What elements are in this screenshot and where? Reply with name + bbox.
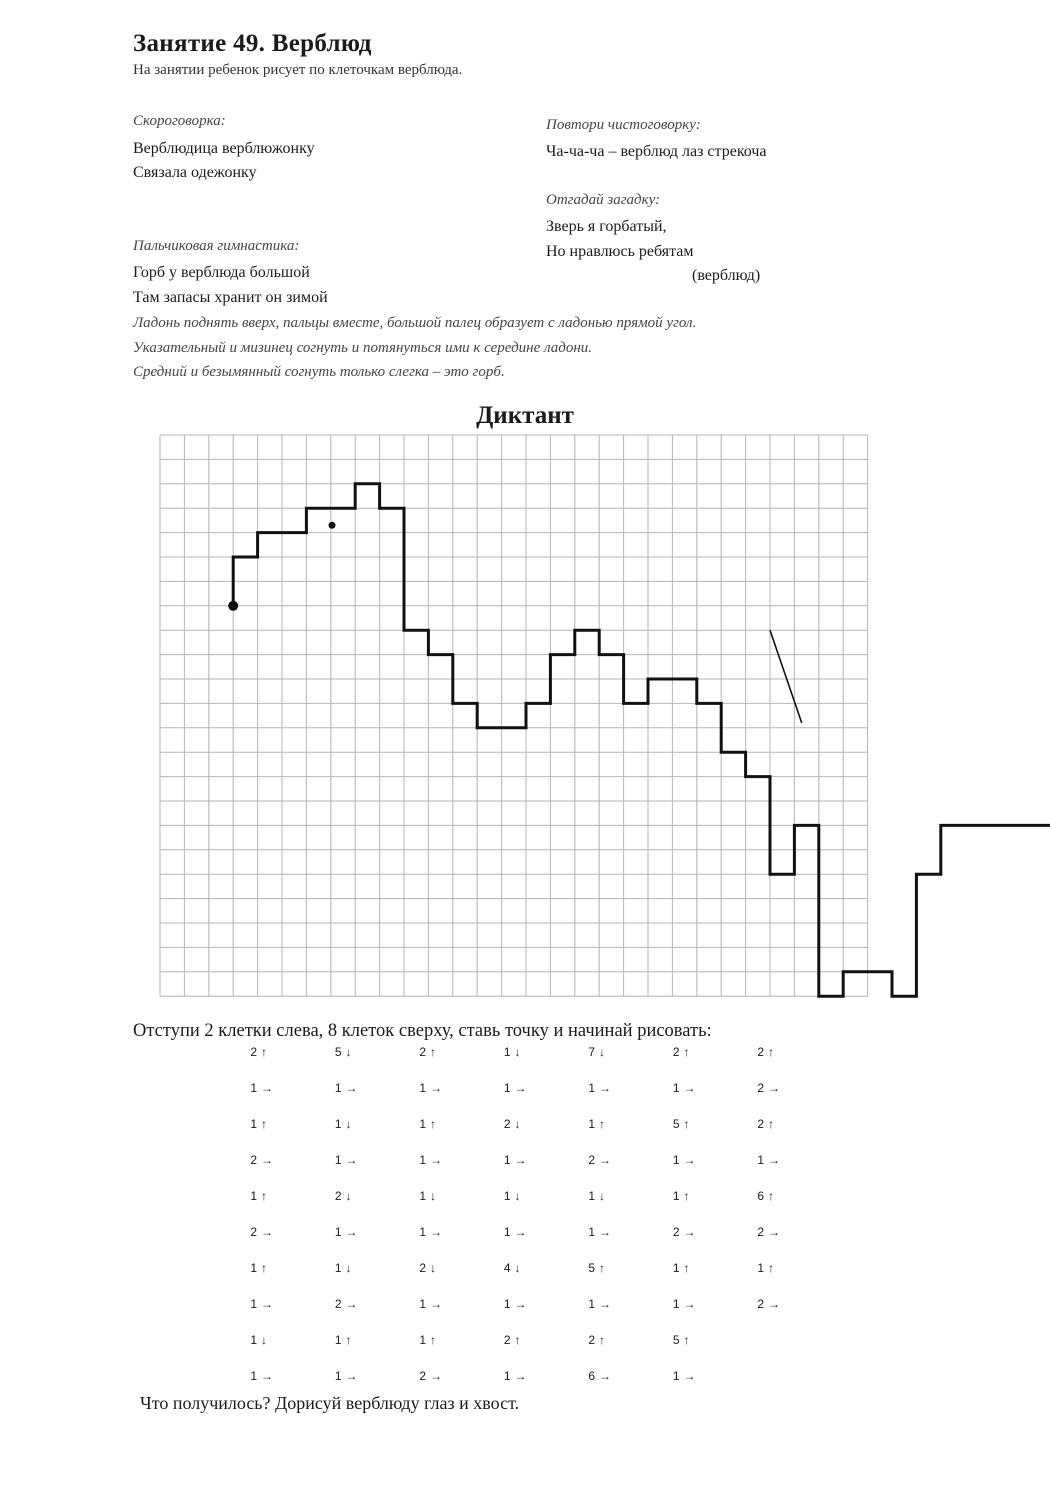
arrow-right-icon: → <box>683 1297 696 1311</box>
step-count: 1 <box>419 1225 426 1239</box>
arrow-right-icon: → <box>683 1081 696 1095</box>
arrow-right-icon: → <box>345 1081 358 1095</box>
step-count: 1 <box>334 1369 342 1383</box>
arrow-down-icon: ↓ <box>345 1045 352 1059</box>
step-count: 6 <box>757 1189 764 1203</box>
step-count: 1 <box>503 1225 511 1239</box>
arrow-right-icon: → <box>599 1081 611 1095</box>
dictation-step <box>752 1225 780 1239</box>
dictation-step <box>499 1153 527 1167</box>
arrow-right-icon: → <box>514 1225 527 1239</box>
dictation-step <box>668 1369 696 1383</box>
arrow-up-icon: ↑ <box>683 1117 690 1131</box>
step-count: 1 <box>250 1369 257 1383</box>
dictation-step <box>499 1117 521 1131</box>
step-count: 2 <box>757 1045 764 1059</box>
step-count: 1 <box>757 1153 764 1167</box>
dictation-step <box>330 1333 352 1347</box>
dictation-step <box>245 1297 273 1311</box>
arrow-up-icon: ↑ <box>599 1117 605 1131</box>
dictation-step <box>499 1081 527 1095</box>
step-count: 1 <box>503 1189 511 1203</box>
step-count: 1 <box>672 1369 680 1383</box>
step-count: 1 <box>503 1297 511 1311</box>
arrow-down-icon: ↓ <box>430 1189 436 1203</box>
step-count: 1 <box>419 1333 426 1347</box>
arrow-right-icon: → <box>768 1081 780 1095</box>
arrow-right-icon: → <box>514 1297 527 1311</box>
tongue-twister-line: Связала одежонку <box>133 164 257 181</box>
arrow-up-icon: ↑ <box>768 1117 774 1131</box>
step-count: 1 <box>672 1081 680 1095</box>
step-count: 1 <box>672 1261 680 1275</box>
arrow-right-icon: → <box>599 1153 611 1167</box>
step-count: 1 <box>419 1081 426 1095</box>
arrow-right-icon: → <box>261 1081 273 1095</box>
step-count: 2 <box>250 1153 257 1167</box>
dictation-step <box>245 1081 273 1095</box>
dictation-step <box>752 1297 780 1311</box>
step-count: 2 <box>250 1045 257 1059</box>
step-count: 2 <box>588 1333 595 1347</box>
riddle-line: Зверь я горбатый, <box>546 218 667 235</box>
dictation-step <box>752 1261 774 1275</box>
arrow-right-icon: → <box>683 1225 696 1239</box>
step-count: 1 <box>588 1225 595 1239</box>
arrow-up-icon: ↑ <box>261 1117 267 1131</box>
dictation-step <box>583 1153 611 1167</box>
step-count: 1 <box>334 1261 342 1275</box>
dictation-step <box>330 1261 352 1275</box>
finger-gym-instruction: Ладонь поднять вверх, пальцы вместе, большой палец образует с ладонью прямой угол. <box>133 315 697 331</box>
dictation-step <box>668 1045 690 1059</box>
arrow-down-icon: ↓ <box>514 1261 521 1275</box>
arrow-down-icon: ↓ <box>514 1045 521 1059</box>
camel-eye <box>329 522 336 529</box>
arrow-up-icon: ↑ <box>261 1045 267 1059</box>
step-count: 1 <box>419 1153 426 1167</box>
step-count: 1 <box>672 1297 680 1311</box>
arrow-right-icon: → <box>514 1153 527 1167</box>
step-count: 2 <box>334 1189 342 1203</box>
arrow-up-icon: ↑ <box>768 1045 774 1059</box>
dictation-step <box>752 1153 780 1167</box>
dictation-step <box>245 1045 267 1059</box>
dictation-step <box>668 1189 690 1203</box>
dictation-step <box>583 1261 605 1275</box>
arrow-right-icon: → <box>261 1153 273 1167</box>
step-count: 2 <box>757 1225 764 1239</box>
riddle-label: Отгадай загадку: <box>546 192 661 208</box>
dictation-step <box>668 1153 696 1167</box>
step-count: 4 <box>503 1261 511 1275</box>
arrow-up-icon: ↑ <box>683 1261 690 1275</box>
step-count: 1 <box>250 1081 257 1095</box>
arrow-right-icon: → <box>430 1369 442 1383</box>
arrow-up-icon: ↑ <box>683 1333 690 1347</box>
dictation-step <box>499 1333 521 1347</box>
arrow-right-icon: → <box>261 1297 273 1311</box>
arrow-right-icon: → <box>345 1297 358 1311</box>
step-count: 1 <box>250 1333 257 1347</box>
camel-tail <box>770 630 802 723</box>
dictation-step <box>499 1225 527 1239</box>
dictation-step <box>245 1153 273 1167</box>
dictation-step <box>414 1297 442 1311</box>
finger-gym-instruction: Указательный и мизинец согнуть и потянуться ими к середине ладони. <box>133 340 593 356</box>
riddle-answer: (верблюд) <box>692 267 761 284</box>
arrow-right-icon: → <box>345 1369 358 1383</box>
dictation-step <box>668 1117 690 1131</box>
dictation-step <box>414 1153 442 1167</box>
dictation-step <box>330 1045 352 1059</box>
page-title: Занятие 49. Верблюд <box>133 30 372 57</box>
arrow-right-icon: → <box>261 1369 273 1383</box>
step-count: 2 <box>419 1369 426 1383</box>
step-count: 2 <box>334 1297 342 1311</box>
step-count: 1 <box>588 1189 595 1203</box>
dictation-step <box>752 1117 774 1131</box>
dictation-step <box>583 1333 605 1347</box>
arrow-right-icon: → <box>345 1153 358 1167</box>
finger-gym-instruction: Средний и безымянный согнуть только слегка – это горб. <box>133 364 505 380</box>
dictation-step <box>330 1189 352 1203</box>
dictation-step <box>583 1225 611 1239</box>
arrow-right-icon: → <box>514 1081 527 1095</box>
dictation-step <box>668 1333 690 1347</box>
dictation-step <box>330 1081 358 1095</box>
step-count: 1 <box>588 1081 595 1095</box>
finger-gym-line: Там запасы хранит он зимой <box>133 289 328 306</box>
dictation-step <box>414 1369 442 1383</box>
dictation-step <box>414 1261 436 1275</box>
step-count: 1 <box>250 1117 257 1131</box>
step-count: 1 <box>503 1045 511 1059</box>
dictation-step <box>245 1189 267 1203</box>
dictation-step <box>752 1189 774 1203</box>
step-count: 1 <box>757 1261 764 1275</box>
step-count: 1 <box>503 1153 511 1167</box>
dictation-step <box>668 1081 696 1095</box>
arrow-down-icon: ↓ <box>345 1261 352 1275</box>
step-count: 5 <box>672 1117 680 1131</box>
dictation-step <box>583 1045 605 1059</box>
dictation-step <box>583 1369 611 1383</box>
arrow-down-icon: ↓ <box>261 1333 267 1347</box>
step-count: 1 <box>334 1081 342 1095</box>
step-count: 1 <box>334 1333 342 1347</box>
arrow-up-icon: ↑ <box>345 1333 352 1347</box>
arrow-right-icon: → <box>768 1297 780 1311</box>
arrow-up-icon: ↑ <box>599 1261 605 1275</box>
step-count: 2 <box>419 1261 426 1275</box>
dictation-step <box>752 1045 774 1059</box>
dictation-step <box>583 1297 611 1311</box>
step-count: 1 <box>419 1189 426 1203</box>
pure-phrase-line: Ча-ча-ча – верблюд лаз стрекоча <box>546 143 767 160</box>
dictation-step <box>414 1189 436 1203</box>
step-count: 1 <box>503 1369 511 1383</box>
dictation-step <box>668 1297 696 1311</box>
step-count: 2 <box>757 1297 764 1311</box>
step-count: 1 <box>419 1297 426 1311</box>
step-count: 7 <box>588 1045 595 1059</box>
arrow-up-icon: ↑ <box>683 1189 690 1203</box>
dictation-step <box>499 1261 521 1275</box>
arrow-right-icon: → <box>768 1225 780 1239</box>
pure-phrase-label: Повтори чистоговорку: <box>546 117 701 133</box>
step-count: 2 <box>672 1225 680 1239</box>
step-count: 1 <box>588 1117 595 1131</box>
arrow-down-icon: ↓ <box>599 1045 605 1059</box>
dictation-step <box>414 1081 442 1095</box>
step-count: 1 <box>672 1153 680 1167</box>
arrow-down-icon: ↓ <box>599 1189 605 1203</box>
dictation-step <box>245 1117 267 1131</box>
arrow-up-icon: ↑ <box>768 1261 774 1275</box>
dictation-step <box>414 1045 436 1059</box>
step-count: 1 <box>588 1297 595 1311</box>
arrow-right-icon: → <box>599 1225 611 1239</box>
dictation-step <box>330 1297 358 1311</box>
dictation-step <box>330 1369 358 1383</box>
step-count: 2 <box>757 1081 764 1095</box>
step-count: 5 <box>588 1261 595 1275</box>
arrow-up-icon: ↑ <box>430 1045 436 1059</box>
page-subtitle: На занятии ребенок рисует по клеточкам верблюда. <box>133 62 463 78</box>
arrow-up-icon: ↑ <box>430 1333 436 1347</box>
arrow-up-icon: ↑ <box>261 1261 267 1275</box>
arrow-up-icon: ↑ <box>599 1333 605 1347</box>
step-count: 2 <box>250 1225 257 1239</box>
dictation-step <box>414 1117 436 1131</box>
arrow-right-icon: → <box>430 1297 442 1311</box>
step-count: 2 <box>419 1045 426 1059</box>
step-count: 2 <box>757 1117 764 1131</box>
dictation-step <box>330 1153 358 1167</box>
dictation-step <box>499 1369 527 1383</box>
arrow-right-icon: → <box>430 1153 442 1167</box>
dictation-step <box>668 1261 690 1275</box>
step-count: 6 <box>588 1369 595 1383</box>
arrow-right-icon: → <box>261 1225 273 1239</box>
arrow-right-icon: → <box>768 1153 780 1167</box>
step-count: 1 <box>334 1117 342 1131</box>
dictation-step <box>583 1081 611 1095</box>
step-count: 2 <box>503 1117 511 1131</box>
step-count: 1 <box>672 1189 680 1203</box>
dictation-step <box>752 1081 780 1095</box>
arrow-up-icon: ↑ <box>683 1045 690 1059</box>
step-count: 5 <box>334 1045 342 1059</box>
step-count: 1 <box>250 1189 257 1203</box>
arrow-down-icon: ↓ <box>345 1117 352 1131</box>
riddle-line: Но нравлюсь ребятам <box>546 243 694 260</box>
dictation-step <box>583 1189 605 1203</box>
tongue-twister-line: Верблюдица верблюжонку <box>133 140 315 157</box>
arrow-up-icon: ↑ <box>430 1117 436 1131</box>
dictation-step <box>583 1117 605 1131</box>
dictation-step <box>245 1225 273 1239</box>
arrow-right-icon: → <box>599 1369 611 1383</box>
arrow-up-icon: ↑ <box>514 1333 521 1347</box>
dictation-title: Диктант <box>476 402 574 429</box>
step-count: 1 <box>250 1261 257 1275</box>
dictation-step <box>245 1261 267 1275</box>
dictation-step <box>414 1333 436 1347</box>
dictation-step <box>330 1117 352 1131</box>
start-dot <box>228 601 238 611</box>
dictation-step <box>499 1297 527 1311</box>
step-count: 1 <box>250 1297 257 1311</box>
dictation-step <box>499 1189 521 1203</box>
arrow-right-icon: → <box>514 1369 527 1383</box>
step-count: 1 <box>503 1081 511 1095</box>
step-count: 1 <box>334 1153 342 1167</box>
arrow-right-icon: → <box>430 1225 442 1239</box>
arrow-right-icon: → <box>430 1081 442 1095</box>
step-count: 2 <box>588 1153 595 1167</box>
arrow-right-icon: → <box>683 1153 696 1167</box>
finger-gym-label: Пальчиковая гимнастика: <box>133 238 300 254</box>
arrow-right-icon: → <box>599 1297 611 1311</box>
arrow-up-icon: ↑ <box>261 1189 267 1203</box>
step-count: 2 <box>503 1333 511 1347</box>
dictation-step <box>245 1369 273 1383</box>
arrow-down-icon: ↓ <box>345 1189 352 1203</box>
arrow-down-icon: ↓ <box>430 1261 436 1275</box>
dictation-step <box>245 1333 267 1347</box>
dictation-step <box>414 1225 442 1239</box>
finger-gym-line: Горб у верблюда большой <box>133 264 310 281</box>
dictation-step <box>499 1045 521 1059</box>
dictation-lead: Отступи 2 клетки слева, 8 клеток сверху, ставь точку и начинай рисовать: <box>133 1021 712 1041</box>
dictation-footer: Что получилось? Дорисуй верблюду глаз и хвост. <box>140 1393 520 1413</box>
dictation-step <box>330 1225 358 1239</box>
step-count: 1 <box>419 1117 426 1131</box>
step-count: 2 <box>672 1045 680 1059</box>
step-count: 5 <box>672 1333 680 1347</box>
tongue-twister-label: Скороговорка: <box>133 113 226 129</box>
arrow-right-icon: → <box>345 1225 358 1239</box>
step-count: 1 <box>334 1225 342 1239</box>
dictation-step <box>668 1225 696 1239</box>
arrow-down-icon: ↓ <box>514 1117 521 1131</box>
arrow-down-icon: ↓ <box>514 1189 521 1203</box>
arrow-up-icon: ↑ <box>768 1189 774 1203</box>
arrow-right-icon: → <box>683 1369 696 1383</box>
